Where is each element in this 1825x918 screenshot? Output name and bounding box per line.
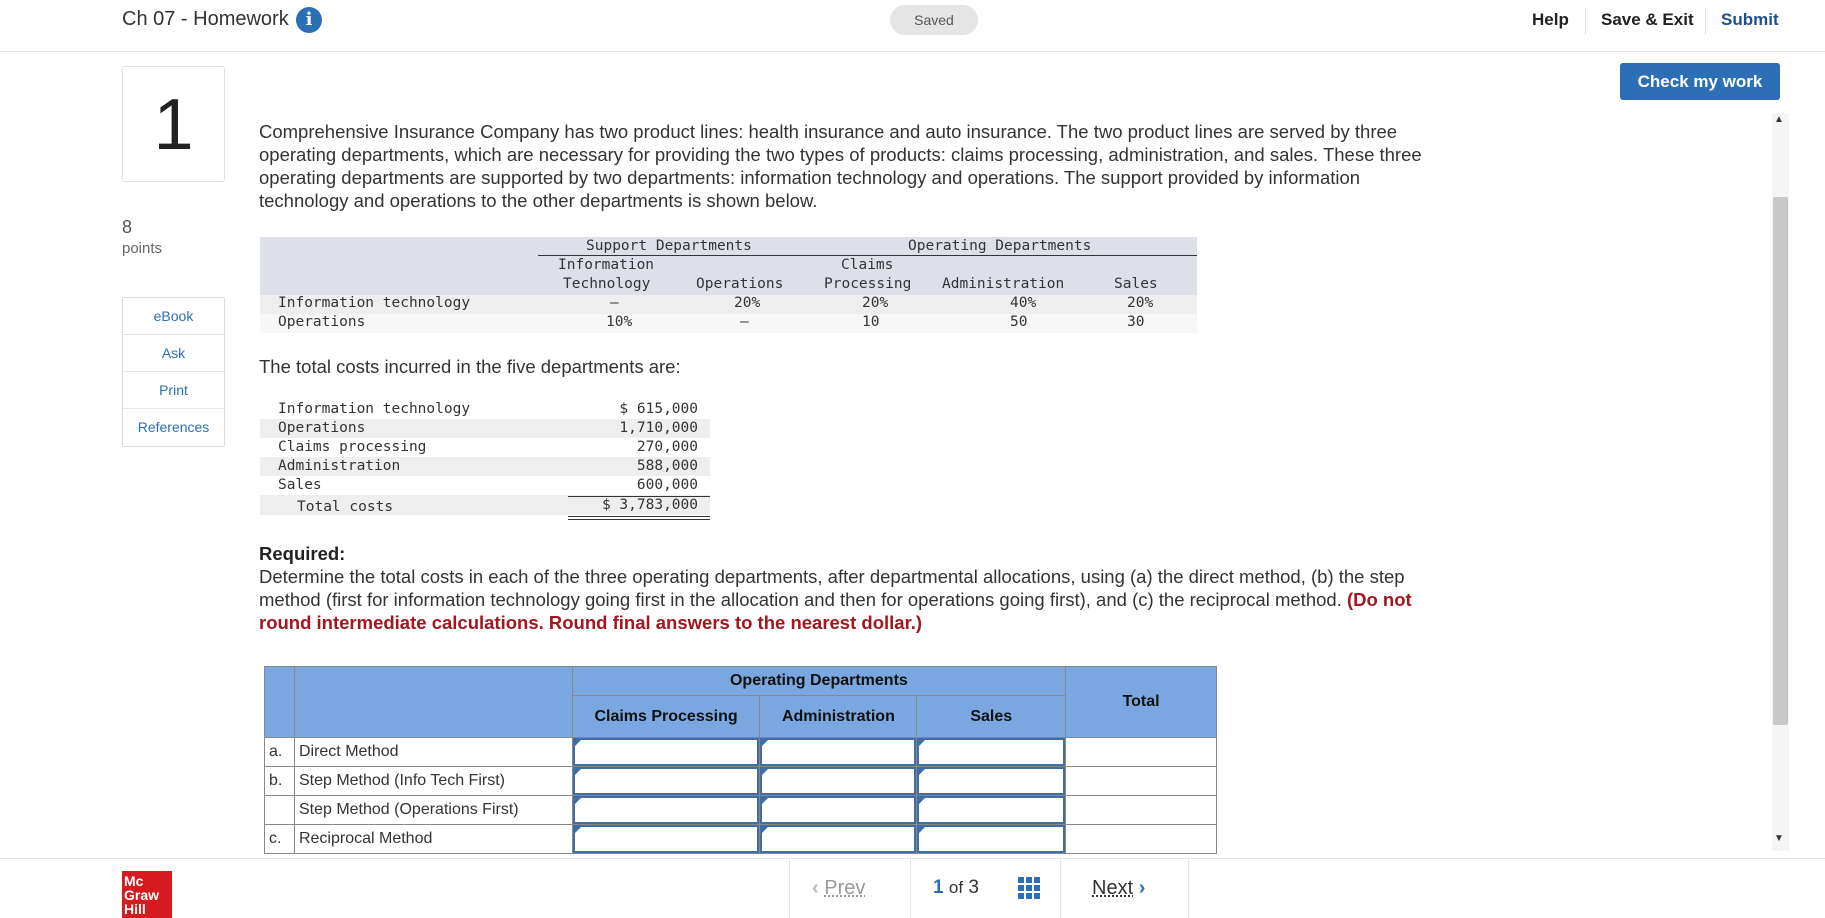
cell-ops-it: 10% bbox=[606, 314, 633, 330]
row-label-it: Information technology bbox=[278, 295, 471, 311]
col-header-it-line1: Information bbox=[558, 257, 655, 273]
submit-link[interactable]: Submit bbox=[1721, 10, 1779, 29]
col-header-operations: Operations bbox=[696, 276, 784, 292]
pager-divider bbox=[910, 859, 911, 918]
step-ops-admin-input[interactable] bbox=[760, 796, 916, 824]
row-label-direct-method: Direct Method bbox=[294, 738, 572, 767]
step-ops-claims-input[interactable] bbox=[573, 796, 760, 824]
top-header bbox=[0, 0, 1825, 52]
total-pages: 3 bbox=[968, 877, 979, 898]
points-label: points bbox=[122, 240, 163, 257]
chevron-right-icon: › bbox=[1138, 877, 1146, 899]
question-tools bbox=[122, 297, 225, 447]
cost-label-it: Information technology bbox=[278, 401, 471, 417]
required-text: Determine the total costs in each of the three operating departments, after departmental allocations, using (a) the direct method, (b) the step method (first for information technology going first in the allocation and then for operations going first), and (c) the reciprocal method. bbox=[259, 566, 1405, 610]
row-label-operations: Operations bbox=[278, 314, 366, 330]
cost-label-administration: Administration bbox=[278, 458, 401, 474]
points-value: 8 bbox=[122, 217, 133, 237]
header-operating-departments: Operating Departments bbox=[572, 667, 1066, 696]
direct-sales-input[interactable] bbox=[917, 738, 1065, 766]
cost-label-claims: Claims processing bbox=[278, 439, 427, 455]
department-costs-table bbox=[260, 400, 710, 520]
of-label: of bbox=[948, 878, 964, 897]
cost-value-claims: 270,000 bbox=[636, 439, 698, 455]
cell-it-sales: 20% bbox=[1127, 295, 1154, 311]
step-ops-total-cell bbox=[1066, 796, 1217, 825]
total-costs-value: $ 3,783,000 bbox=[601, 497, 698, 513]
prev-label: Prev bbox=[824, 877, 866, 899]
mcgraw-hill-logo bbox=[122, 871, 172, 918]
question-number: 1 bbox=[122, 66, 225, 182]
references-button[interactable]: References bbox=[137, 419, 210, 435]
group-underline bbox=[538, 255, 1197, 256]
required-section bbox=[259, 542, 1439, 634]
assignment-title: Ch 07 - Homework bbox=[122, 8, 289, 30]
step-ops-sales-input[interactable] bbox=[917, 796, 1065, 824]
table-row bbox=[265, 796, 1217, 825]
header-claims-processing: Claims Processing bbox=[572, 696, 760, 738]
page-indicator bbox=[933, 877, 979, 899]
table-row bbox=[265, 825, 1217, 854]
cell-ops-admin: 50 bbox=[1010, 314, 1028, 330]
scrollbar-thumb[interactable] bbox=[1773, 197, 1788, 725]
cell-it-claims: 20% bbox=[862, 295, 889, 311]
logo-line: Hill bbox=[124, 901, 146, 917]
header-blank bbox=[294, 667, 572, 738]
col-header-it-line2: Technology bbox=[563, 276, 651, 292]
step-it-admin-input[interactable] bbox=[760, 767, 916, 795]
current-page: 1 bbox=[933, 877, 944, 898]
group-header-operating: Operating Departments bbox=[908, 238, 1092, 254]
check-my-work-button[interactable]: Check my work bbox=[1620, 63, 1780, 100]
question-pager bbox=[789, 859, 1189, 918]
grid-icon[interactable] bbox=[1018, 877, 1040, 899]
answer-table bbox=[264, 666, 1217, 854]
cell-ops-ops: — bbox=[740, 314, 749, 330]
prev-button[interactable] bbox=[812, 877, 865, 900]
logo-line: Mc bbox=[124, 873, 144, 889]
cost-value-it: $ 615,000 bbox=[619, 401, 698, 417]
info-icon[interactable]: i bbox=[296, 7, 322, 33]
arrow-up-icon[interactable]: ▲ bbox=[1774, 114, 1784, 125]
logo-line: Graw bbox=[124, 887, 160, 903]
header-divider bbox=[1705, 8, 1706, 34]
step-it-total-cell bbox=[1066, 767, 1217, 796]
cost-value-sales: 600,000 bbox=[636, 477, 698, 493]
reciprocal-admin-input[interactable] bbox=[760, 825, 916, 853]
total-double-rule bbox=[568, 519, 710, 520]
cost-value-operations: 1,710,000 bbox=[619, 420, 698, 436]
header-divider bbox=[1585, 8, 1586, 34]
bottom-footer bbox=[0, 858, 1825, 917]
total-double-rule bbox=[568, 516, 710, 517]
group-header-support: Support Departments bbox=[586, 238, 752, 254]
cell-it-admin: 40% bbox=[1010, 295, 1037, 311]
table-row bbox=[265, 767, 1217, 796]
cell-ops-sales: 30 bbox=[1127, 314, 1145, 330]
row-letter bbox=[265, 796, 295, 825]
question-content bbox=[259, 120, 1439, 212]
row-letter: c. bbox=[265, 825, 295, 854]
header-total: Total bbox=[1066, 667, 1217, 738]
cost-label-operations: Operations bbox=[278, 420, 366, 436]
ebook-button[interactable]: eBook bbox=[123, 298, 224, 335]
row-letter: b. bbox=[265, 767, 295, 796]
next-label: Next bbox=[1092, 877, 1134, 899]
table-row-bg bbox=[260, 314, 1197, 333]
cell-it-ops: 20% bbox=[734, 295, 761, 311]
print-button[interactable]: Print bbox=[123, 372, 224, 409]
direct-claims-input[interactable] bbox=[573, 738, 760, 766]
arrow-down-icon[interactable]: ▼ bbox=[1774, 833, 1784, 844]
header-administration: Administration bbox=[760, 696, 917, 738]
col-header-sales: Sales bbox=[1114, 276, 1158, 292]
next-button[interactable] bbox=[1092, 877, 1145, 900]
required-heading: Required: bbox=[259, 543, 346, 564]
total-costs-label: Total costs bbox=[297, 499, 394, 515]
col-header-claims-line1: Claims bbox=[841, 257, 894, 273]
row-label-step-ops-first: Step Method (Operations First) bbox=[294, 796, 572, 825]
row-label-step-it-first: Step Method (Info Tech First) bbox=[294, 767, 572, 796]
reciprocal-claims-input[interactable] bbox=[573, 825, 760, 853]
reciprocal-total-cell bbox=[1066, 825, 1217, 854]
ask-button[interactable]: Ask bbox=[123, 335, 224, 372]
question-intro: Comprehensive Insurance Company has two product lines: health insurance and auto insurance. The two product lines are served by three operating departments, which are necessary for providing the two types of products: claims processing, administration, and sales. These three operating departments are supported by two departments: information technology and operations. The support provided by information technology and operations to the other departments is shown below. bbox=[259, 121, 1422, 211]
help-link[interactable]: Help bbox=[1532, 10, 1569, 29]
required-instructions: (Do not round intermediate calculations. Round final answers to the nearest dollar.) bbox=[259, 589, 1412, 633]
direct-total-cell bbox=[1066, 738, 1217, 767]
step-it-sales-input[interactable] bbox=[917, 767, 1065, 795]
direct-admin-input[interactable] bbox=[760, 738, 916, 766]
support-allocation-table bbox=[260, 237, 1197, 334]
chevron-left-icon: ‹ bbox=[812, 877, 819, 899]
cost-value-administration: 588,000 bbox=[636, 458, 698, 474]
step-it-claims-input[interactable] bbox=[573, 767, 760, 795]
col-header-administration: Administration bbox=[942, 276, 1065, 292]
cell-ops-claims: 10 bbox=[862, 314, 880, 330]
header-blank bbox=[265, 667, 295, 738]
row-letter: a. bbox=[265, 738, 295, 767]
reciprocal-sales-input[interactable] bbox=[917, 825, 1065, 853]
pager-divider bbox=[1060, 859, 1061, 918]
cost-label-sales: Sales bbox=[278, 477, 322, 493]
saved-status-badge: Saved bbox=[890, 5, 978, 35]
cell-it-it: — bbox=[610, 295, 619, 311]
save-exit-link[interactable]: Save & Exit bbox=[1601, 10, 1694, 29]
costs-intro: The total costs incurred in the five departments are: bbox=[259, 356, 681, 377]
row-label-reciprocal-method: Reciprocal Method bbox=[294, 825, 572, 854]
header-sales: Sales bbox=[917, 696, 1066, 738]
col-header-claims-line2: Processing bbox=[824, 276, 912, 292]
table-row bbox=[265, 738, 1217, 767]
